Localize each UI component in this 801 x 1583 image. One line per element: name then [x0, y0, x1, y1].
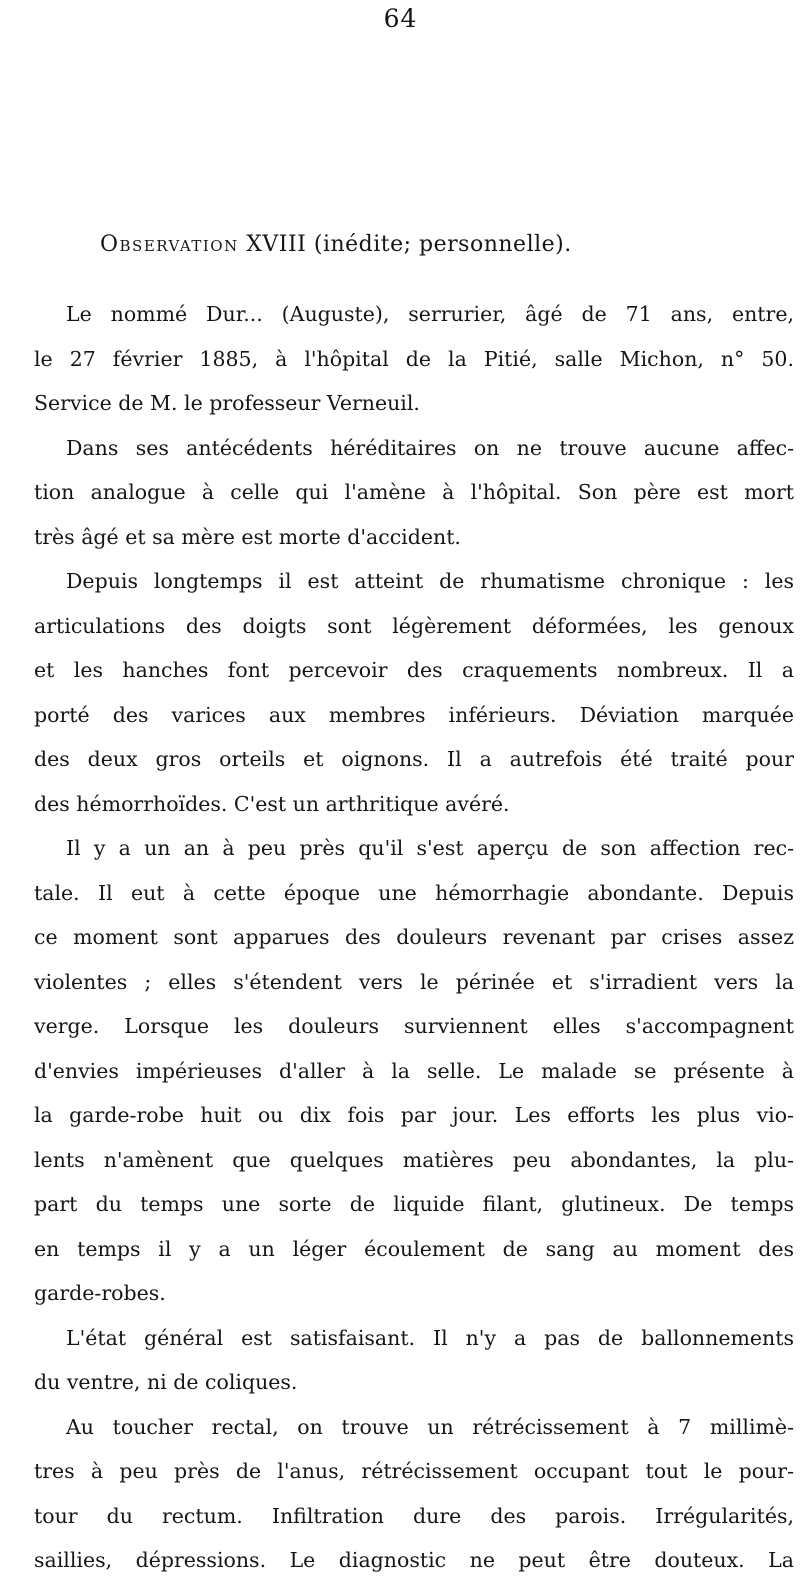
text-line: tres à peu près de l'anus, rétrécissement occupant tout le pour-	[34, 1459, 794, 1483]
text-line: des hémorrhoïdes. C'est un arthritique avéré.	[34, 791, 510, 816]
observation-body	[34, 292, 794, 1583]
observation-number: XVIII	[246, 232, 307, 257]
text-line: tion analogue à celle qui l'amène à l'hôpital. Son père est mort	[34, 480, 794, 504]
text-line: d'envies impérieuses d'aller à la selle. Le malade se présente à	[34, 1058, 794, 1083]
text-line: Dans ses antécédents héréditaires on ne trouve aucune affec-	[66, 435, 794, 460]
text-line: tour du rectum. Infiltration dure des parois. Irrégularités,	[34, 1503, 794, 1528]
text-line: le 27 février 1885, à l'hôpital de la Pitié, salle Michon, n° 50.	[34, 346, 794, 371]
observation-qualifier: (inédite; personnelle).	[313, 232, 572, 257]
text-line: des deux gros orteils et oignons. Il a autrefois été traité pour	[34, 747, 794, 771]
text-line: garde-robes.	[34, 1281, 166, 1305]
text-line: Le nommé Dur... (Auguste), serrurier, âgé de 71 ans, entre,	[66, 302, 794, 326]
text-line: Depuis longtemps il est atteint de rhumatisme chronique : les	[66, 569, 794, 593]
text-line: porté des varices aux membres inférieurs. Déviation marquée	[34, 702, 794, 727]
text-line: part du temps une sorte de liquide filant, glutineux. De temps	[34, 1192, 794, 1216]
text-line: Service de M. le professeur Verneuil.	[34, 391, 420, 415]
page-number: 64	[383, 4, 418, 33]
text-line: articulations des doigts sont légèrement déformées, les genoux	[34, 613, 794, 638]
text-line: L'état général est satisfaisant. Il n'y a pas de ballonnements	[66, 1325, 794, 1350]
text-line: en temps il y a un léger écoulement de sang au moment des	[34, 1236, 794, 1261]
text-line: lents n'amènent que quelques matières peu abondantes, la plu-	[34, 1147, 794, 1172]
text-line: violentes ; elles s'étendent vers le périnée et s'irradient vers la	[34, 969, 794, 994]
text-line: ce moment sont apparues des douleurs revenant par crises assez	[34, 925, 794, 949]
observation-label: Observation	[100, 232, 239, 257]
text-line: et les hanches font percevoir des craquements nombreux. Il a	[34, 658, 794, 682]
text-line: du ventre, ni de coliques.	[34, 1370, 298, 1394]
text-line: verge. Lorsque les douleurs surviennent elles s'accompagnent	[34, 1014, 794, 1038]
text-line: Au toucher rectal, on trouve un rétrécissement à 7 millimè-	[66, 1414, 794, 1439]
text-line: tale. Il eut à cette époque une hémorrhagie abondante. Depuis	[34, 880, 794, 905]
text-line: la garde-robe huit ou dix fois par jour. Les efforts les plus vio-	[34, 1103, 794, 1127]
observation-heading	[100, 232, 572, 257]
text-line: saillies, dépressions. Le diagnostic ne peut être douteux. La	[34, 1548, 794, 1572]
text-line: Il y a un an à peu près qu'il s'est aperçu de son affection rec-	[66, 836, 794, 860]
text-line: très âgé et sa mère est morte d'accident.	[34, 524, 461, 549]
